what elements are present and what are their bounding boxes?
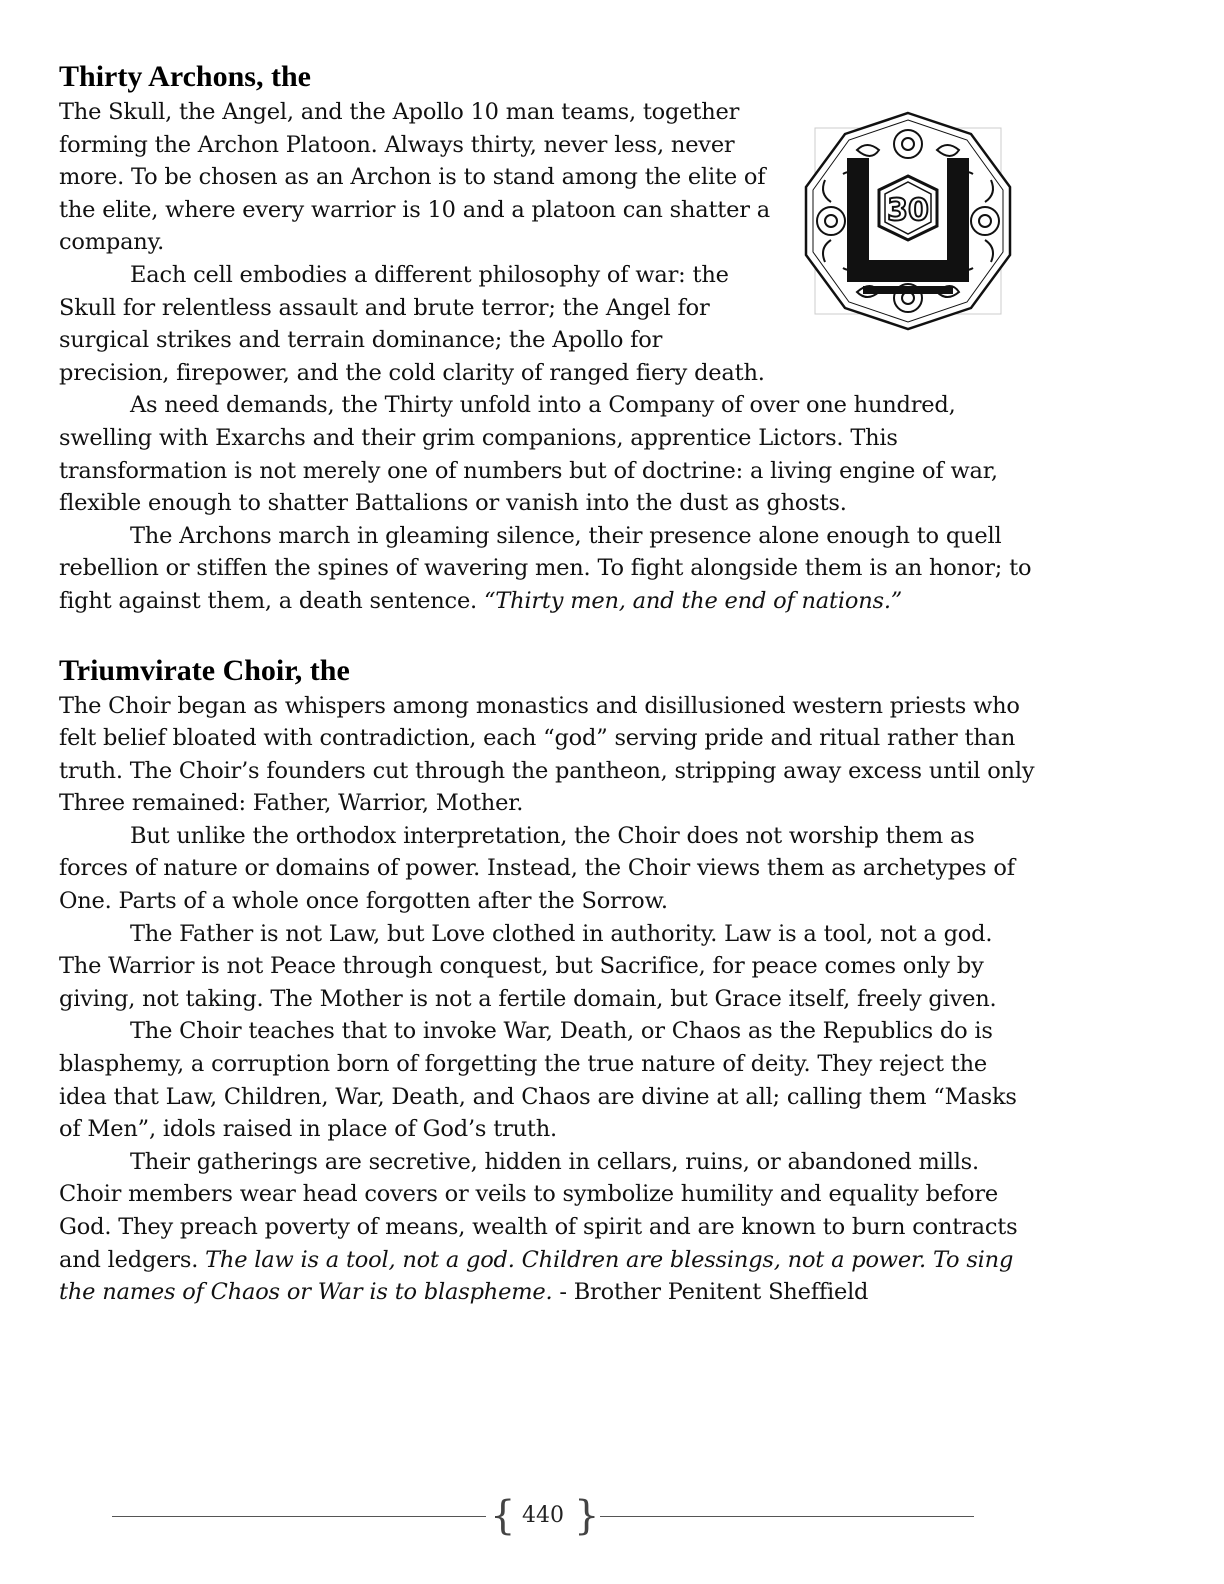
- entry-paragraph: The Skull, the Angel, and the Apollo 10 man teams, together forming the Archon Platoon. Always thirty, never less, never more. To be chosen as an Archon is to stand among the elite of the elite, where every warrior is 10 and a platoon can shatter a company.: [59, 99, 770, 256]
- quote-text: “Thirty men, and the end of nations.”: [483, 587, 903, 614]
- footer-rule-left: [112, 1516, 486, 1517]
- emblem-number: 30: [887, 193, 929, 228]
- entry-title: Triumvirate Choir, the: [59, 653, 350, 687]
- archon-thirty-emblem-icon: [797, 110, 1019, 332]
- entry-title: Thirty Archons, the: [59, 60, 311, 93]
- entry-thirty-archons: [59, 58, 1039, 618]
- page-body: [59, 58, 1039, 1309]
- open-brace-icon: {: [490, 1493, 516, 1539]
- section-spacer: [59, 618, 1039, 652]
- paragraph-text: Their gatherings are secretive, hidden in cellars, ruins, or abandoned mills. Choir members wear head covers or veils to symbolize humility and equality before God. They preach poverty of means, wealth of spirit and are known to burn contracts and ledgers.: [59, 1148, 1018, 1273]
- close-brace-icon: }: [574, 1493, 600, 1539]
- entry-paragraph: [59, 1146, 1039, 1309]
- entry-paragraph: But unlike the orthodox interpretation, the Choir does not worship them as forces of nature or domains of power. Instead, the Choir views them as archetypes of One. Parts of a whole once forgotten after the Sorrow.: [59, 822, 1015, 915]
- page-footer: [112, 1494, 974, 1542]
- quote-text: The law is a tool, not a god. Children are blessings, not a power. To sing the names of Chaos or War is to blaspheme.: [59, 1246, 1014, 1306]
- entry-paragraph: The Choir teaches that to invoke War, Death, or Chaos as the Republics do is blasphemy, a corruption born of forgetting the true nature of deity. They reject the idea that Law, Children, War, Death, and Chaos are divine at all; calling them “Masks of Men”, idols raised in place of God’s truth.: [59, 1018, 1017, 1143]
- entry-triumvirate-choir: [59, 652, 1039, 1309]
- entry-paragraph: As need demands, the Thirty unfold into a Company of over one hundred, swelling with Exarchs and their grim companions, apprentice Lictors. This transformation is not merely one of numbers but of doctrine: a living engine of war, flexible enough to shatter Battalions or vanish into the dust as ghosts.: [59, 392, 998, 517]
- entry-paragraph: Each cell embodies a different philosophy of war: the Skull for relentless assault and brute terror; the Angel for surgical strikes and terrain dominance; the Apollo for precision, firepower, and the cold clarity of ranged fiery death.: [59, 261, 765, 386]
- entry-paragraph: [59, 520, 1039, 618]
- page-number: 440: [522, 1503, 564, 1528]
- paragraph-text: The Archons march in gleaming silence, their presence alone enough to quell rebellion or stiffen the spines of wavering men. To fight alongside them is an honor; to fight against them, a death sentence.: [59, 522, 1032, 614]
- quote-attribution: - Brother Penitent Sheffield: [552, 1279, 869, 1306]
- entry-paragraph: The Choir began as whispers among monastics and disillusioned western priests who felt belief bloated with contradiction, each “god” serving pride and ritual rather than truth. The Choir’s founders cut through the pantheon, stripping away excess until only Three remained: Father, Warrior, Mother.: [59, 692, 1035, 817]
- footer-rule-right: [600, 1516, 974, 1517]
- entry-paragraph: The Father is not Law, but Love clothed in authority. Law is a tool, not a god. The Warrior is not Peace through conquest, but Sacrifice, for peace comes only by giving, not taking. The Mother is not a fertile domain, but Grace itself, freely given.: [59, 920, 997, 1012]
